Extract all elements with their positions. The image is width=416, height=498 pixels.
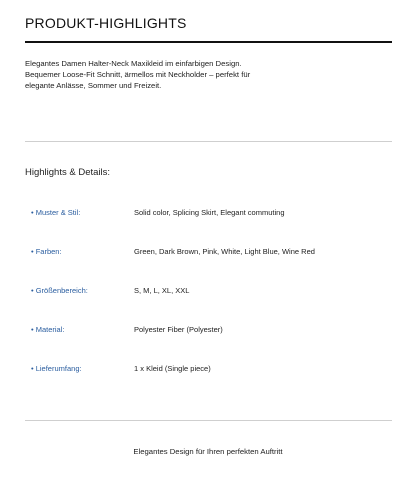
detail-label: • Lieferumfang: — [31, 364, 82, 373]
intro-line: Elegantes Damen Halter-Neck Maxikleid im einfarbigen Design. — [25, 59, 242, 68]
details-heading: Highlights & Details: — [25, 167, 111, 178]
detail-row-pattern — [0, 208, 416, 220]
detail-value: S, M, L, XL, XXL — [134, 286, 190, 295]
detail-label: • Größenbereich: — [31, 286, 88, 295]
detail-row-colors — [0, 247, 416, 259]
detail-value: Solid color, Splicing Skirt, Elegant commuting — [134, 208, 285, 217]
title-underline — [25, 41, 392, 43]
section-divider — [25, 141, 392, 142]
detail-row-delivery — [0, 364, 416, 376]
detail-label: • Farben: — [31, 247, 62, 256]
intro-description — [25, 58, 325, 91]
page-title: PRODUKT-HIGHLIGHTS — [25, 15, 187, 31]
detail-value: 1 x Kleid (Single piece) — [134, 364, 211, 373]
detail-row-sizes — [0, 286, 416, 298]
detail-value: Green, Dark Brown, Pink, White, Light Blue, Wine Red — [134, 247, 315, 256]
intro-line: Bequemer Loose-Fit Schnitt, ärmellos mit Neckholder – perfekt für — [25, 70, 251, 79]
detail-row-material — [0, 325, 416, 337]
detail-value: Polyester Fiber (Polyester) — [134, 325, 223, 334]
detail-label: • Material: — [31, 325, 65, 334]
section-divider — [25, 420, 392, 421]
footer-tagline: Elegantes Design für Ihren perfekten Auftritt — [133, 447, 283, 456]
intro-line: elegante Anlässe, Sommer und Freizeit. — [25, 81, 162, 90]
detail-label: • Muster & Stil: — [31, 208, 81, 217]
